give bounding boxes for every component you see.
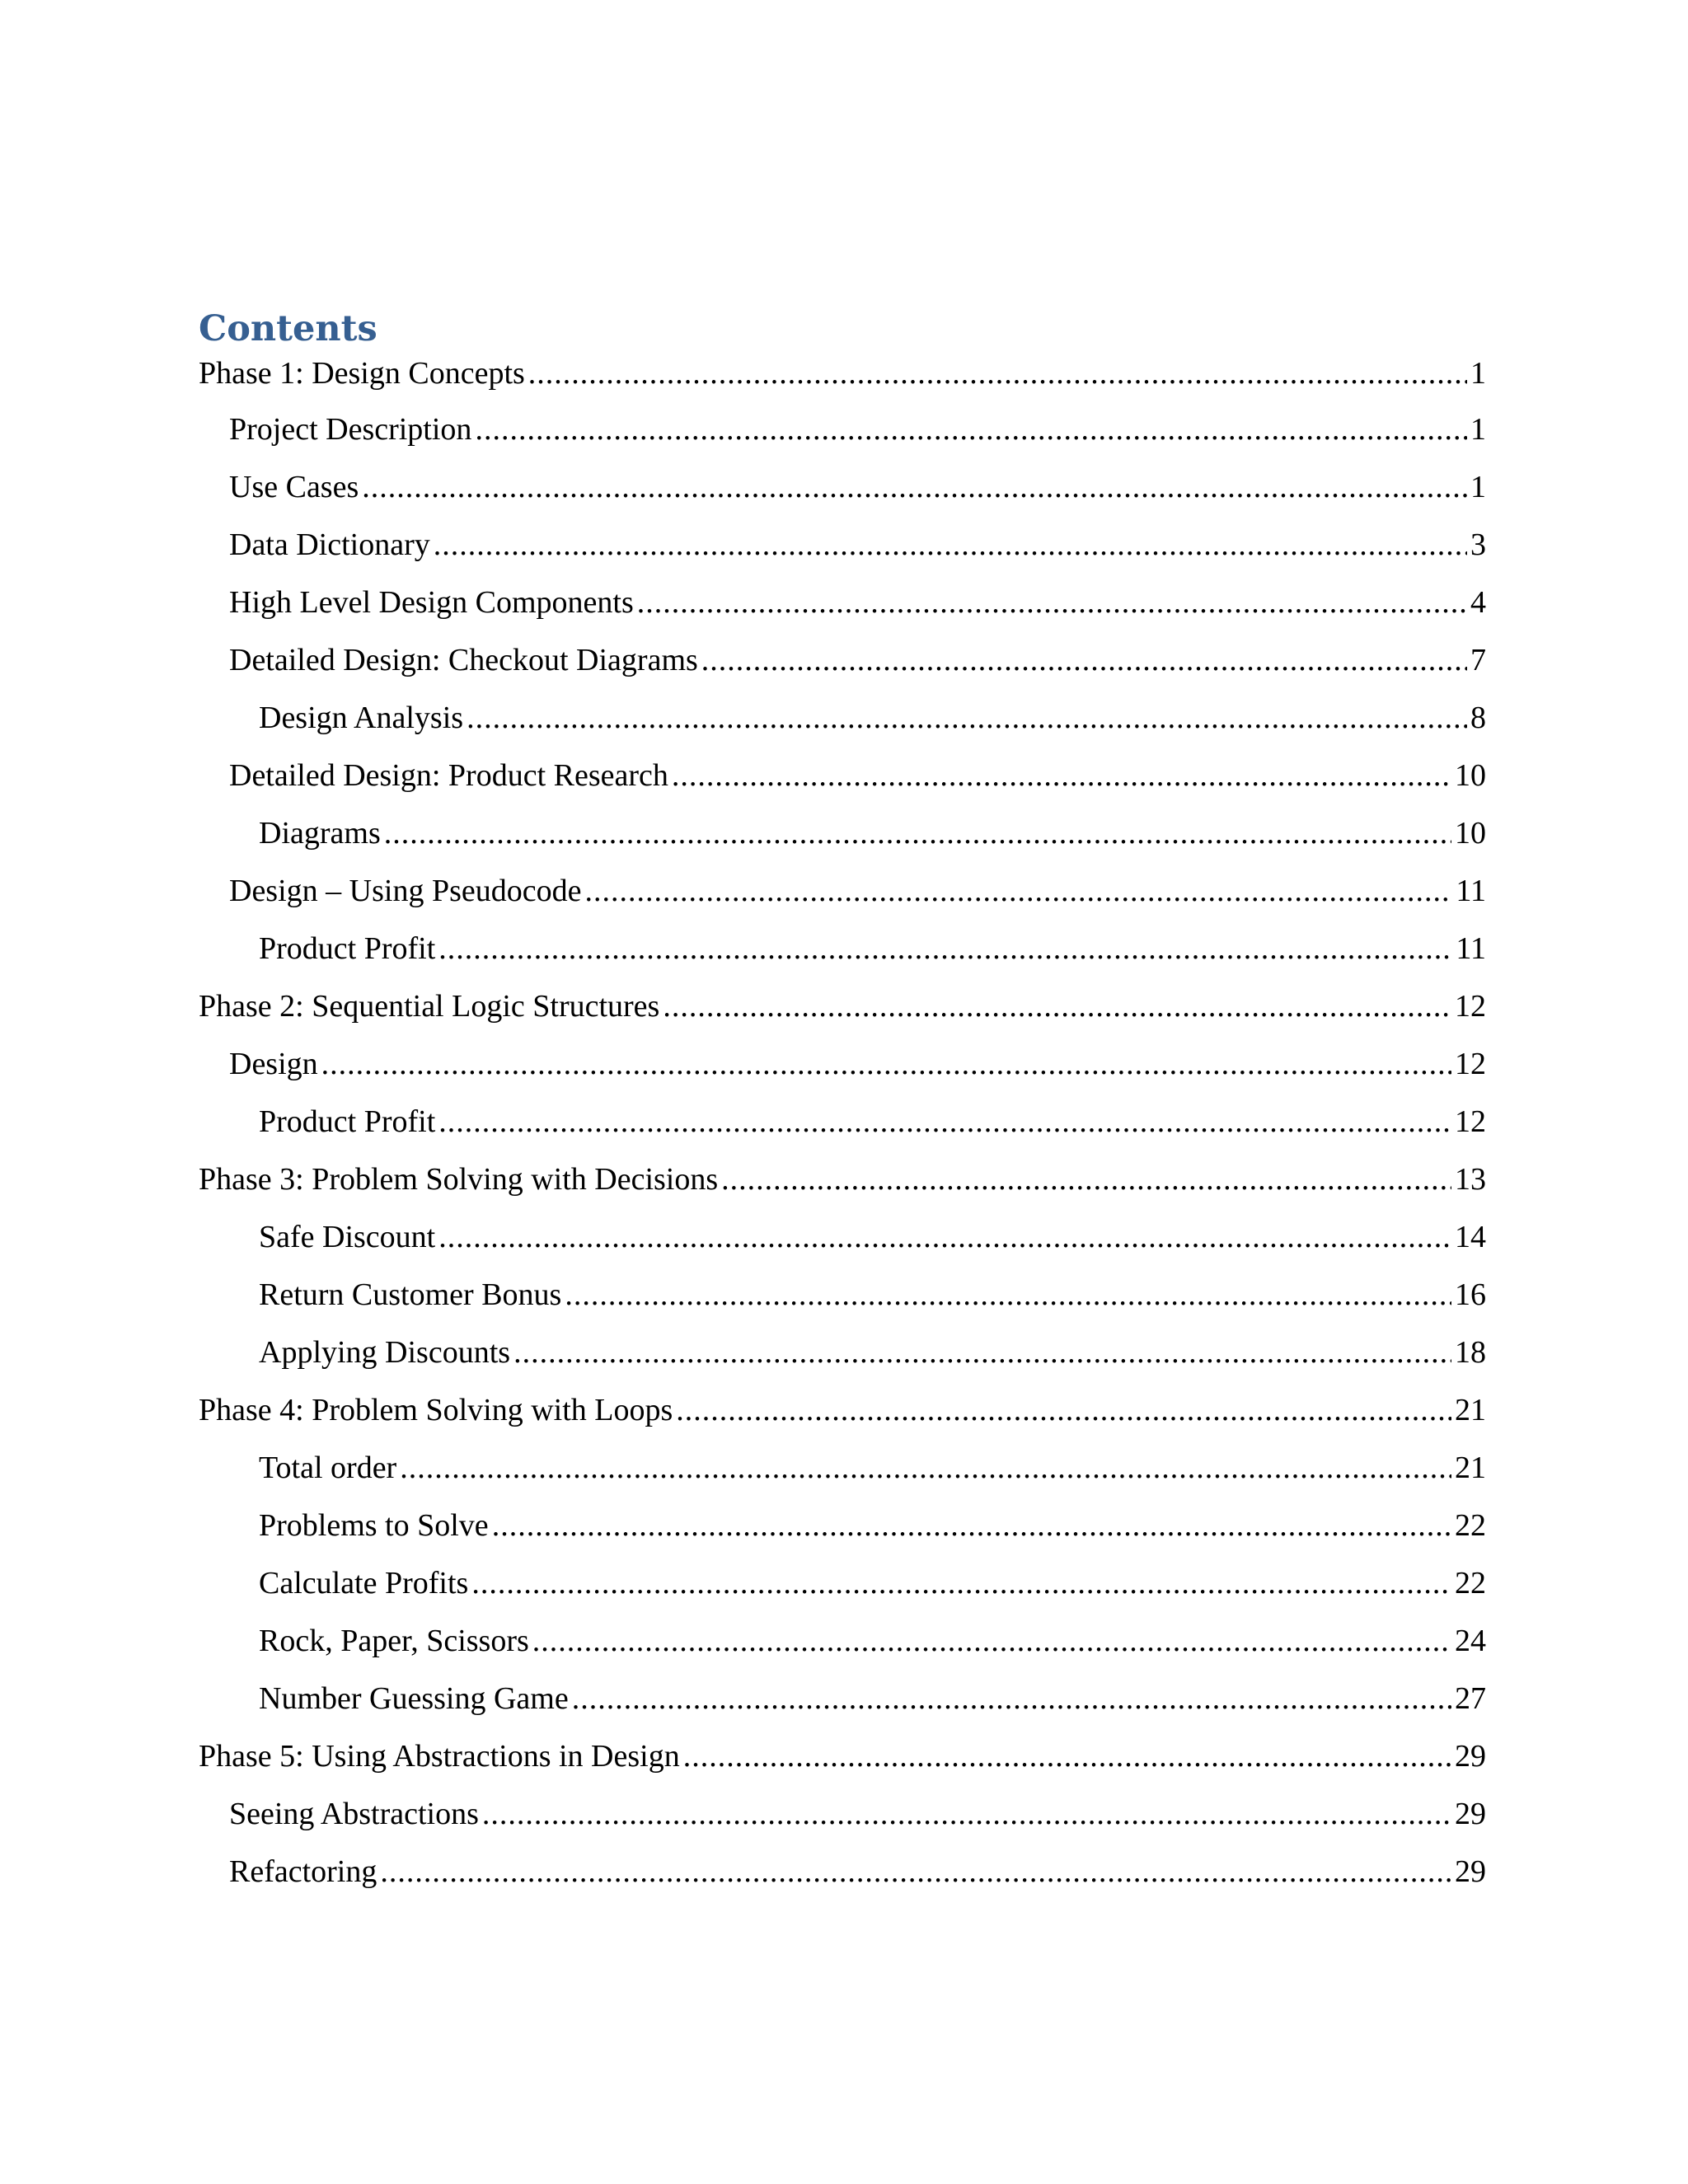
- toc-entry[interactable]: [199, 350, 1486, 406]
- toc-entry-page-number: 16: [1455, 1277, 1486, 1312]
- toc-dot-leader: [380, 1849, 1451, 1895]
- toc-dot-leader: [434, 522, 1467, 568]
- toc-entry-page-number: 29: [1455, 1854, 1486, 1889]
- toc-entry-page-number: 18: [1455, 1335, 1486, 1370]
- toc-entry[interactable]: [199, 810, 1486, 868]
- toc-entry[interactable]: [199, 1675, 1486, 1733]
- toc-entry[interactable]: [199, 1214, 1486, 1272]
- toc-entry-title: Detailed Design: Checkout Diagrams: [229, 643, 698, 677]
- toc-dot-leader: [672, 752, 1451, 799]
- toc-entry-page-number: 8: [1470, 701, 1486, 735]
- toc-entry[interactable]: [199, 1387, 1486, 1445]
- toc-entry[interactable]: [199, 926, 1486, 983]
- toc-entry-page-number: 12: [1455, 1047, 1486, 1081]
- toc-entry[interactable]: [199, 695, 1486, 752]
- toc-dot-leader: [438, 1214, 1451, 1260]
- toc-entry[interactable]: [199, 1618, 1486, 1675]
- toc-entry[interactable]: [199, 464, 1486, 522]
- toc-entry[interactable]: [199, 1445, 1486, 1502]
- toc-entry-title: Data Dictionary: [229, 527, 430, 562]
- toc-entry-page-number: 11: [1456, 874, 1486, 908]
- toc-entry[interactable]: [199, 983, 1486, 1041]
- toc-entry-title: Product Profit: [259, 1104, 436, 1139]
- toc-dot-leader: [321, 1041, 1451, 1087]
- toc-entry-page-number: 11: [1456, 931, 1486, 966]
- toc-dot-leader: [721, 1156, 1451, 1202]
- toc-entry[interactable]: [199, 637, 1486, 695]
- toc-entry-title: High Level Design Components: [229, 585, 634, 620]
- toc-entry-title: Design Analysis: [259, 701, 464, 735]
- toc-entry-title: Phase 3: Problem Solving with Decisions: [199, 1162, 719, 1197]
- toc-dot-leader: [532, 1618, 1451, 1664]
- toc-entry[interactable]: [199, 522, 1486, 579]
- toc-entry-page-number: 10: [1455, 816, 1486, 851]
- toc-entry-page-number: 24: [1455, 1624, 1486, 1658]
- toc-entry-page-number: 4: [1470, 585, 1486, 620]
- toc-entry[interactable]: [199, 579, 1486, 637]
- toc-dot-leader: [528, 350, 1467, 396]
- toc-entry-title: Product Profit: [259, 931, 436, 966]
- toc-entry-title: Phase 2: Sequential Logic Structures: [199, 989, 660, 1024]
- toc-entry-title: Diagrams: [259, 816, 381, 851]
- toc-entry[interactable]: [199, 1272, 1486, 1329]
- toc-dot-leader: [584, 868, 1452, 914]
- toc-entry-page-number: 29: [1455, 1797, 1486, 1831]
- toc-dot-leader: [438, 1099, 1451, 1145]
- toc-entry-title: Calculate Profits: [259, 1566, 469, 1601]
- toc-dot-leader: [482, 1791, 1451, 1837]
- toc-dot-leader: [676, 1387, 1451, 1433]
- toc-dot-leader: [400, 1445, 1451, 1491]
- toc-entry-page-number: 10: [1455, 758, 1486, 793]
- toc-entry-title: Design – Using Pseudocode: [229, 874, 582, 908]
- toc-dot-leader: [683, 1733, 1451, 1779]
- toc-entry-title: Phase 1: Design Concepts: [199, 356, 525, 391]
- toc-entry[interactable]: [199, 1791, 1486, 1849]
- toc-dot-leader: [637, 579, 1467, 626]
- toc-entry-title: Applying Discounts: [259, 1335, 511, 1370]
- toc-entry[interactable]: [199, 1099, 1486, 1156]
- toc-entry-title: Seeing Abstractions: [229, 1797, 479, 1831]
- toc-dot-leader: [475, 406, 1467, 452]
- toc-entry[interactable]: [199, 752, 1486, 810]
- toc-entry-page-number: 3: [1470, 527, 1486, 562]
- toc-entry-page-number: 29: [1455, 1739, 1486, 1774]
- toc-entry-page-number: 27: [1455, 1681, 1486, 1716]
- toc-dot-leader: [513, 1329, 1451, 1376]
- toc-entry-title: Safe Discount: [259, 1220, 436, 1254]
- toc-title: Contents: [199, 308, 377, 349]
- toc-entry[interactable]: [199, 406, 1486, 464]
- toc-entry[interactable]: [199, 1560, 1486, 1618]
- toc-entry-title: Rock, Paper, Scissors: [259, 1624, 529, 1658]
- toc-dot-leader: [492, 1502, 1451, 1549]
- toc-entry-page-number: 14: [1455, 1220, 1486, 1254]
- toc-entry-title: Phase 4: Problem Solving with Loops: [199, 1393, 673, 1427]
- toc-dot-leader: [438, 926, 1452, 972]
- toc-entry[interactable]: [199, 1156, 1486, 1214]
- toc-entry-page-number: 22: [1455, 1566, 1486, 1601]
- toc-entry-page-number: 13: [1455, 1162, 1486, 1197]
- toc-entry-title: Detailed Design: Product Research: [229, 758, 668, 793]
- toc-entry-page-number: 21: [1455, 1393, 1486, 1427]
- toc-entry[interactable]: [199, 1502, 1486, 1560]
- toc-entry[interactable]: [199, 1329, 1486, 1387]
- table-of-contents: [199, 350, 1486, 1906]
- toc-dot-leader: [572, 1675, 1451, 1722]
- toc-entry[interactable]: [199, 1849, 1486, 1906]
- toc-entry[interactable]: [199, 868, 1486, 926]
- toc-dot-leader: [663, 983, 1451, 1029]
- toc-entry-page-number: 22: [1455, 1508, 1486, 1543]
- toc-entry-title: Phase 5: Using Abstractions in Design: [199, 1739, 680, 1774]
- toc-entry-page-number: 1: [1470, 356, 1486, 391]
- toc-entry-title: Project Description: [229, 412, 472, 447]
- toc-entry-title: Number Guessing Game: [259, 1681, 569, 1716]
- toc-entry-page-number: 12: [1455, 1104, 1486, 1139]
- toc-entry-page-number: 1: [1470, 412, 1486, 447]
- toc-entry-title: Total order: [259, 1451, 397, 1485]
- toc-dot-leader: [384, 810, 1451, 856]
- toc-entry[interactable]: [199, 1041, 1486, 1099]
- toc-entry-title: Problems to Solve: [259, 1508, 489, 1543]
- toc-entry-page-number: 7: [1470, 643, 1486, 677]
- toc-dot-leader: [362, 464, 1467, 510]
- toc-dot-leader: [471, 1560, 1451, 1606]
- toc-entry[interactable]: [199, 1733, 1486, 1791]
- toc-entry-title: Return Customer Bonus: [259, 1277, 562, 1312]
- toc-entry-page-number: 21: [1455, 1451, 1486, 1485]
- toc-dot-leader: [565, 1272, 1451, 1318]
- toc-entry-title: Design: [229, 1047, 318, 1081]
- toc-entry-title: Refactoring: [229, 1854, 377, 1889]
- toc-entry-page-number: 1: [1470, 470, 1486, 504]
- toc-entry-title: Use Cases: [229, 470, 359, 504]
- toc-entry-page-number: 12: [1455, 989, 1486, 1024]
- toc-dot-leader: [467, 695, 1467, 741]
- toc-dot-leader: [701, 637, 1467, 683]
